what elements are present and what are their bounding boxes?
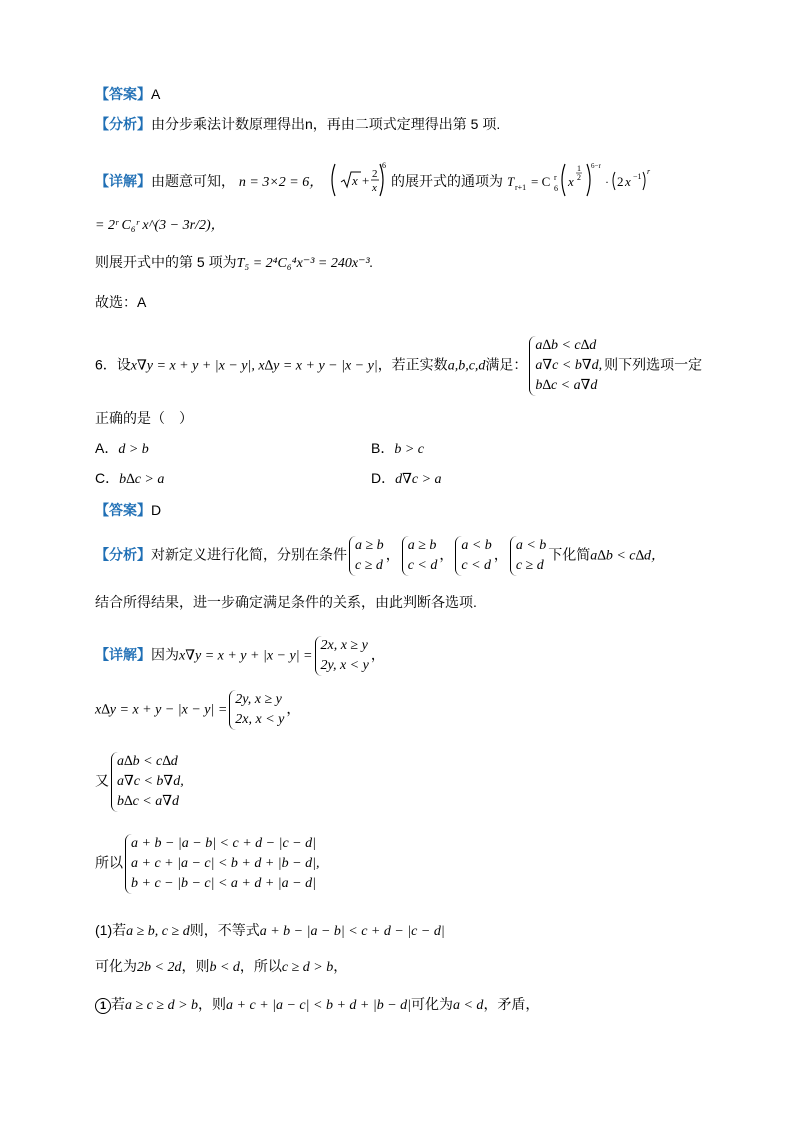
case-system-4 [510,536,546,576]
option-text: d∇c > a [395,472,442,487]
q6-case1-line [95,920,445,942]
q6-sub1-c: 可化为 [410,996,453,1012]
q6-stem-line [95,336,702,396]
q6-sub1-b: ，则 [198,996,227,1012]
nabla-cases [315,636,369,676]
option-label: C． [95,470,120,486]
q6-reduce-expr1: 2b < 2d [137,960,182,975]
detail-tag: 【详解】 [95,173,151,190]
also-cond-2: a∇c < b∇d, [117,774,184,789]
q5-fifth-line [95,252,373,274]
q6-reduce-expr2: b < d [209,960,240,975]
general-term-formula [507,160,657,205]
q6-detail-a: 因为 [151,646,179,663]
q6-analysis-a: 对新定义进行化简，分别在条件 [151,546,347,563]
nabla-case-1: 2x, x ≥ y [320,638,368,653]
binomial-svg [327,160,387,200]
q6-also: 又 [95,772,109,789]
svg-text:·: · [604,175,609,189]
q6-sub1-a: 若 [111,996,125,1012]
binomial-expression [327,160,387,205]
q5-answer: A [151,86,161,102]
svg-text:+: + [362,173,370,188]
q5-fifth-text: 则展开式中的第 5 项为 [95,254,237,270]
q6-so-line [95,834,321,894]
case-3-bottom: c < d [461,558,492,573]
q6-answer: D [151,502,162,518]
q6-cond-3: b∆c < a∇d [535,378,598,393]
q6-option-a[interactable] [95,438,149,460]
q5-term-text: 的展开式的通项为 [391,173,504,190]
case-system-3 [455,536,491,576]
q6-condition-system [529,336,602,396]
q5-detail-prefix: 由题意可知， [151,173,235,190]
q6-stem-line2 [95,408,193,428]
q6-reduce-a: 可化为 [95,958,137,974]
q6-def: x∇y = x + y + |x − y|, x∆y = x + y − |x − y| [130,358,378,374]
q5-analysis: 由分步乘法计数原理得出n，再由二项式定理得出第 5 项. [151,116,501,132]
so-cond-3: b + c − |b − c| < a + d + |a − d| [131,876,316,891]
q6-number: 6．设 [95,356,131,373]
q5-choose-line [95,292,146,312]
option-text: b∆c > a [119,472,165,487]
q6-case1-a: (1)若 [95,922,127,938]
q6-line2: 正确的是（ ） [95,410,193,426]
q6-cond-2: a∇c < b∇d, [535,358,603,373]
svg-text:= C: = C [530,174,551,189]
delta-case-1: 2y, x ≥ y [235,692,282,707]
svg-text:2: 2 [616,174,624,189]
svg-text:x: x [372,182,378,194]
so-cond-1: a + b − |a − b| < c + d − |c − d| [131,836,316,851]
also-system [111,752,184,812]
case-4-top: a < b [515,538,547,553]
q6-case1-ineq: a + b − |a − b| < c + d − |c − d| [259,924,445,939]
q5-fifth-expr: T₅ = 2⁴C₆⁴x⁻³ = 240x⁻³. [236,256,374,271]
svg-text:−1: −1 [632,172,642,181]
case-2-top: a ≥ b [407,538,437,553]
q6-answer-line [95,500,161,520]
case-1-bottom: c ≥ d [355,558,383,573]
option-label: B． [371,440,395,456]
q6-sub1-expr: a < d [452,998,484,1013]
q6-analysis-line2 [95,592,477,612]
svg-text:r: r [553,173,557,182]
svg-text:T: T [506,174,515,189]
detail-tag: 【详解】 [95,646,151,663]
also-cond-3: b∆c < a∇d [117,794,180,809]
q6-nabla-def: x∇y = x + y + |x − y| = [179,648,313,664]
delta-cases [229,690,284,730]
svg-text:x: x [567,174,574,189]
q5-general-term2-line [95,214,225,236]
q6-option-d[interactable] [371,468,442,490]
q6-so: 所以 [95,854,123,871]
option-text: d > b [118,442,149,457]
q6-analysis-expr: a∆b < c∆d， [590,548,666,564]
also-cond-1: a∆b < c∆d [117,754,178,769]
q5-n-expr: n = 3×2 = 6， [238,175,324,191]
q6-reduce-line [95,956,347,978]
option-label: D． [371,470,396,486]
svg-text:6: 6 [382,161,387,170]
svg-text:x: x [352,173,358,188]
q6-option-c[interactable] [95,468,164,490]
circled-number-icon: 1 [95,998,111,1014]
svg-text:2: 2 [372,168,378,180]
general-term-svg [507,160,657,200]
q6-mid: ，若正实数 [377,356,448,373]
delta-case-2: 2x, x < y [235,712,285,727]
q5-analysis-line [95,114,500,134]
svg-text:6: 6 [553,184,558,193]
svg-text:r: r [646,167,651,176]
q6-reduce-c: ，所以 [239,958,282,974]
q6-analysis-b: 下化简 [548,546,591,563]
q6-delta-line: x∆y = x + y − |x − y| = 2y, x ≥ y 2x, x < y ， [95,690,300,730]
nabla-case-2: 2y, x < y [320,658,369,673]
answer-tag: 【答案】 [95,86,151,102]
so-system [125,834,319,894]
svg-text:1: 1 [576,164,581,173]
svg-text:x: x [624,174,631,189]
q5-detail-line [95,160,657,205]
q6-sub1-line [95,994,539,1016]
q5-general-term2: = 2ʳ C₆ʳ x^(3 − 3r/2)， [95,218,225,233]
q6-reduce-b: ，则 [181,958,210,974]
case-4-bottom: c ≥ d [515,558,544,573]
svg-text:2: 2 [576,173,581,182]
case-system-2 [402,536,438,576]
q6-reduce-d: ， [333,958,348,974]
q6-detail-line: 【详解】因为x∇y = x + y + |x − y| = 2x, x ≥ y 2y, x < y ， [95,636,385,676]
q6-satisfy: 满足： [485,356,528,373]
q5-choose: 故选：A [95,294,147,310]
q6-sub1-ineq: a + c + |a − c| < b + d + |b − d| [226,998,411,1013]
q6-option-b[interactable] [371,438,424,460]
answer-tag: 【答案】 [95,502,151,518]
q6-delta-def: x∆y = x + y − |x − y| = [95,702,228,718]
case-1-top: a ≥ b [355,538,384,553]
analysis-tag: 【分析】 [95,546,151,563]
so-cond-2: a + c + |a − c| < b + d + |b − d|, [131,856,320,871]
q6-analysis-line: 【分析】对新定义进行化简，分别在条件 a ≥ b c ≥ d ， a ≥ b c < d ， a < b c < d ， a < b c ≥ d 下化简a∆b < c∆d， [95,536,665,576]
q6-also-line [95,752,186,812]
q6-after: 则下列选项一定 [604,356,703,373]
case-3-top: a < b [461,538,492,553]
q6-reduce-expr3: c ≥ d > b [281,960,334,975]
q6-cond-1: a∆b < c∆d [535,338,597,353]
q6-case1-b: 则，不等式 [189,922,260,938]
option-label: A． [95,440,119,456]
q6-case1-cond: a ≥ b, c ≥ d [126,924,190,939]
q6-analysis-c: 结合所得结果，进一步确定满足条件的关系，由此判断各选项. [95,594,477,610]
svg-text:6−r: 6−r [590,162,601,170]
analysis-tag: 【分析】 [95,116,151,132]
option-text: b > c [394,442,425,457]
q6-sub1-cond: a ≥ c ≥ d > b [125,998,199,1013]
case-system-1 [349,536,384,576]
q6-sub1-d: ，矛盾， [483,996,540,1012]
q6-vars: a,b,c,d [447,358,486,374]
svg-text:r+1: r+1 [514,183,527,192]
case-2-bottom: c < d [407,558,438,573]
q5-answer-line [95,84,160,104]
